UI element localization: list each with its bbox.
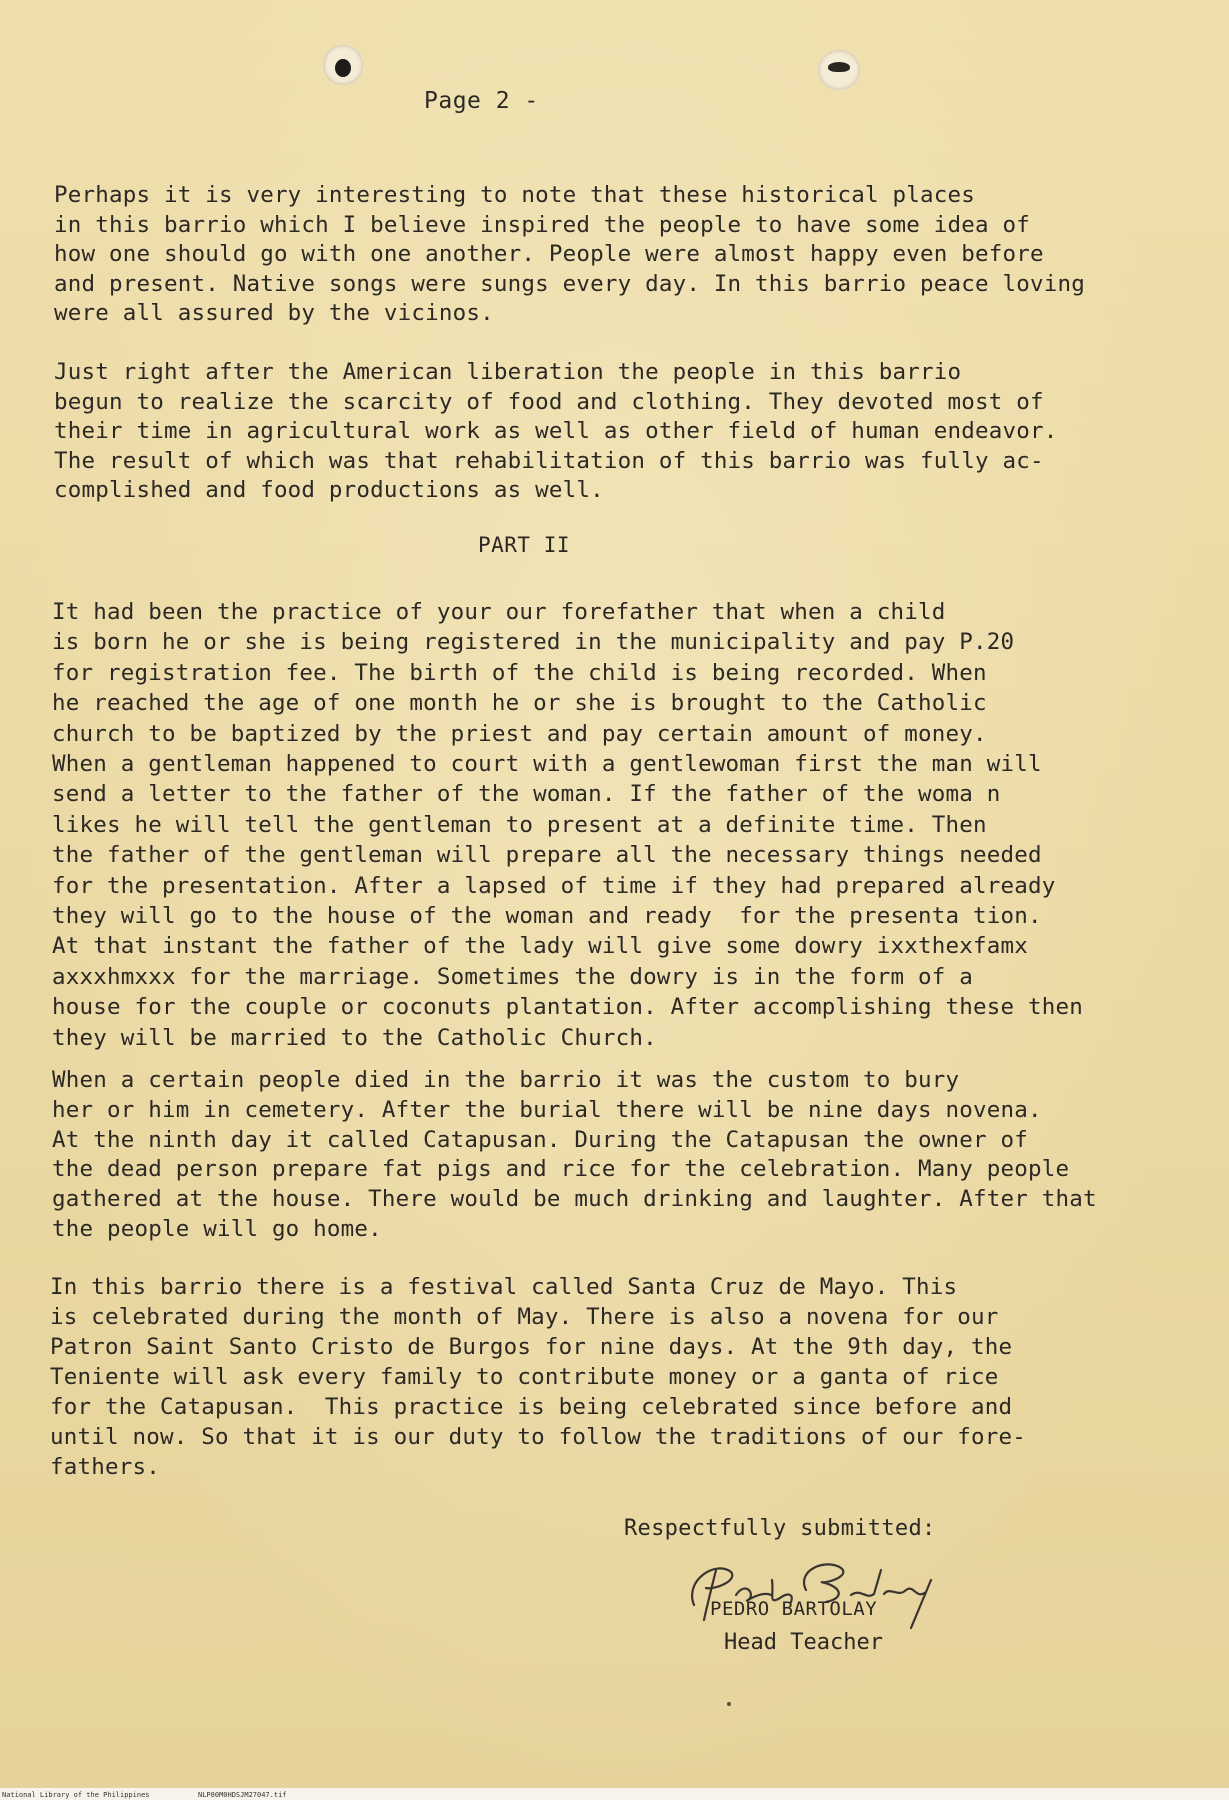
ink-speck — [727, 1702, 731, 1706]
signatory-name: PEDRO BARTOLAY — [710, 1598, 878, 1620]
paragraph-historical-places: Perhaps it is very interesting to note that these historical places in this barrio which I believe inspired the people to have some idea of how one should go with one another. People were almost happy even before and present. Native songs were sungs every day. In this barrio peace loving were all assured by the vicinos. — [54, 182, 1085, 327]
page-number: Page 2 - — [424, 88, 539, 114]
paragraph-birth-marriage-customs: It had been the practice of your our forefather that when a child is born he or she is being registered in the municipality and pay P.20 for registration fee. The birth of the child is being recorded. When he reached the age of one month he or she is brought to the Catholic church to be baptized by the priest and pay certain amount of money. When a gentleman happened to court with a gentlewoman first the man will send a letter to the father of the woman. If the father of the woma n likes he will tell the gentleman to present at a definite time. Then the father of the gentleman will prepare all the necessary things needed for the presentation. After a lapsed of time if they had prepared already they will go to the house of the woman and ready for the presenta tion. At that instant the father of the lady will give some dowry ixxthexfamx axxxhmxxx for the marriage. Sometimes the dowry is in the form of a house for the couple or coconuts plantation. After accomplishing these then they will be married to the Catholic Church. — [52, 599, 1083, 1051]
paragraph-burial-customs: When a certain people died in the barrio it was the custom to bury her or him in cemetery. After the burial there will be nine days novena. At the ninth day it called Catapusan. During the Catapusan the owner of the dead person prepare fat pigs and rice for the celebration. Many people gathered at the house. There would be much drinking and laughter. After that the people will go home. — [52, 1067, 1097, 1242]
closing-phrase: Respectfully submitted: — [624, 1516, 936, 1541]
scan-footer — [0, 1788, 1229, 1800]
paragraph-festival: In this barrio there is a festival called Santa Cruz de Mayo. This is celebrated during the month of May. There is also a novena for our Patron Saint Santo Cristo de Burgos for nine days. At the 9th day, the Teniente will ask every family to contribute money or a ganta of rice for the Catapusan. This practice is being celebrated since before and until now. So that it is our duty to follow the traditions of our fore- fathers. — [50, 1274, 1026, 1480]
section-heading: PART II — [478, 533, 571, 557]
punch-hole — [323, 45, 363, 85]
punch-hole — [818, 50, 860, 90]
signatory-title: Head Teacher — [724, 1630, 883, 1655]
paragraph-liberation: Just right after the American liberation the people in this barrio begun to realize the scarcity of food and clothing. They devoted most of their time in agricultural work as well as other field of human endeavor. The result of which was that rehabilitation of this barrio was fully ac- complished and food productions as well. — [54, 359, 1058, 504]
footer-library-label: National Library of the Philippines — [2, 1791, 150, 1799]
footer-file-label: NLP00M0HDSJM27047.tif — [198, 1791, 287, 1799]
